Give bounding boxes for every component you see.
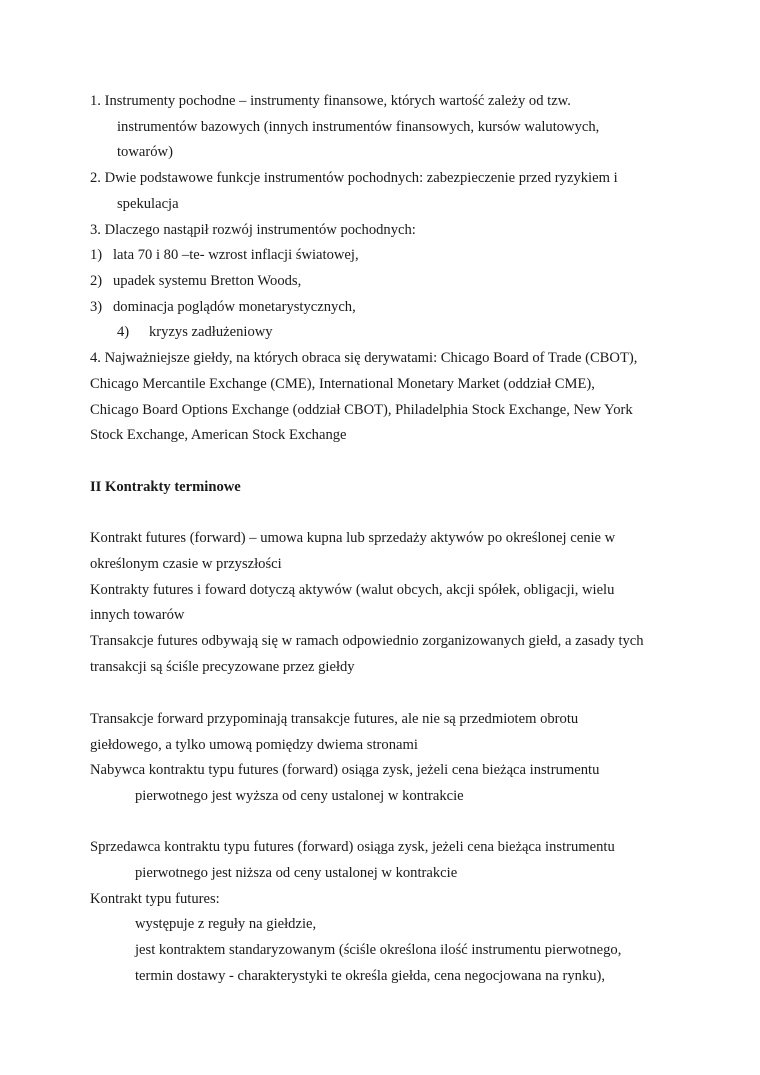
paragraph-7-line-3: jest kontraktem standaryzowanym (ściśle określona ilość instrumentu pierwotnego, [135, 942, 622, 958]
paragraph-4-line-2: giełdowego, a tylko umową pomiędzy dwiema stronami [90, 737, 418, 753]
item-2-line-1: 2. Dwie podstawowe funkcje instrumentów pochodnych: zabezpieczenie przed ryzykiem i [90, 170, 618, 186]
item-1-line-2: instrumentów bazowych (innych instrumentów finansowych, kursów walutowych, [117, 119, 600, 135]
paragraph-1-line-2: określonym czasie w przyszłości [90, 556, 282, 572]
paragraph-4-line-1: Transakcje forward przypominają transakcje futures, ale nie są przedmiotem obrotu [90, 711, 579, 727]
paragraph-5-line-2: pierwotnego jest wyższa od ceny ustalonej w kontrakcie [135, 788, 464, 804]
item-1-line-1: 1. Instrumenty pochodne – instrumenty finansowe, których wartość zależy od tzw. [90, 93, 571, 109]
reason-4-text: kryzys zadłużeniowy [149, 324, 273, 340]
reason-4 [117, 323, 129, 341]
reason-number: 3) [90, 299, 103, 315]
item-4-line-4: Stock Exchange, American Stock Exchange [90, 427, 347, 443]
paragraph-3-line-1: Transakcje futures odbywają się w ramach odpowiednio zorganizowanych giełd, a zasady tych [90, 633, 644, 649]
reason-1-text: lata 70 i 80 –te- wzrost inflacji światowej, [113, 247, 359, 263]
paragraph-7-line-2: występuje z reguły na giełdzie, [135, 916, 317, 932]
item-4-line-1: 4. Najważniejsze giełdy, na których obraca się derywatami: Chicago Board of Trade (CBOT), [90, 350, 638, 366]
reason-3 [90, 298, 102, 316]
reason-3-text: dominacja poglądów monetarystycznych, [113, 299, 356, 315]
item-4-line-3: Chicago Board Options Exchange (oddział CBOT), Philadelphia Stock Exchange, New York [90, 402, 633, 418]
reason-2-text: upadek systemu Bretton Woods, [113, 273, 302, 289]
paragraph-2-line-1: Kontrakty futures i foward dotyczą aktywów (walut obcych, akcji spółek, obligacji, wielu [90, 582, 615, 598]
item-3-line-1: 3. Dlaczego nastąpił rozwój instrumentów pochodnych: [90, 222, 416, 238]
paragraph-6-line-1: Sprzedawca kontraktu typu futures (forward) osiąga zysk, jeżeli cena bieżąca instrumentu [90, 839, 615, 855]
paragraph-5-line-1: Nabywca kontraktu typu futures (forward) osiąga zysk, jeżeli cena bieżąca instrumentu [90, 762, 600, 778]
paragraph-2-line-2: innych towarów [90, 607, 185, 623]
item-1-line-3: towarów) [117, 144, 173, 160]
paragraph-1-line-1: Kontrakt futures (forward) – umowa kupna lub sprzedaży aktywów po określonej cenie w [90, 530, 616, 546]
section-heading: II Kontrakty terminowe [90, 479, 241, 495]
item-2-line-2: spekulacja [117, 196, 179, 212]
paragraph-7-line-4: termin dostawy - charakterystyki te określa giełda, cena negocjowana na rynku), [135, 968, 606, 984]
item-4-line-2: Chicago Mercantile Exchange (CME), International Monetary Market (oddział CME), [90, 376, 595, 392]
reason-1 [90, 246, 102, 264]
paragraph-7-line-1: Kontrakt typu futures: [90, 891, 220, 907]
reason-2 [90, 272, 102, 290]
reason-number: 1) [90, 247, 103, 263]
paragraph-3-line-2: transakcji są ściśle precyzowane przez giełdy [90, 659, 355, 675]
reason-number: 4) [117, 324, 130, 340]
reason-number: 2) [90, 273, 103, 289]
paragraph-6-line-2: pierwotnego jest niższa od ceny ustalonej w kontrakcie [135, 865, 458, 881]
